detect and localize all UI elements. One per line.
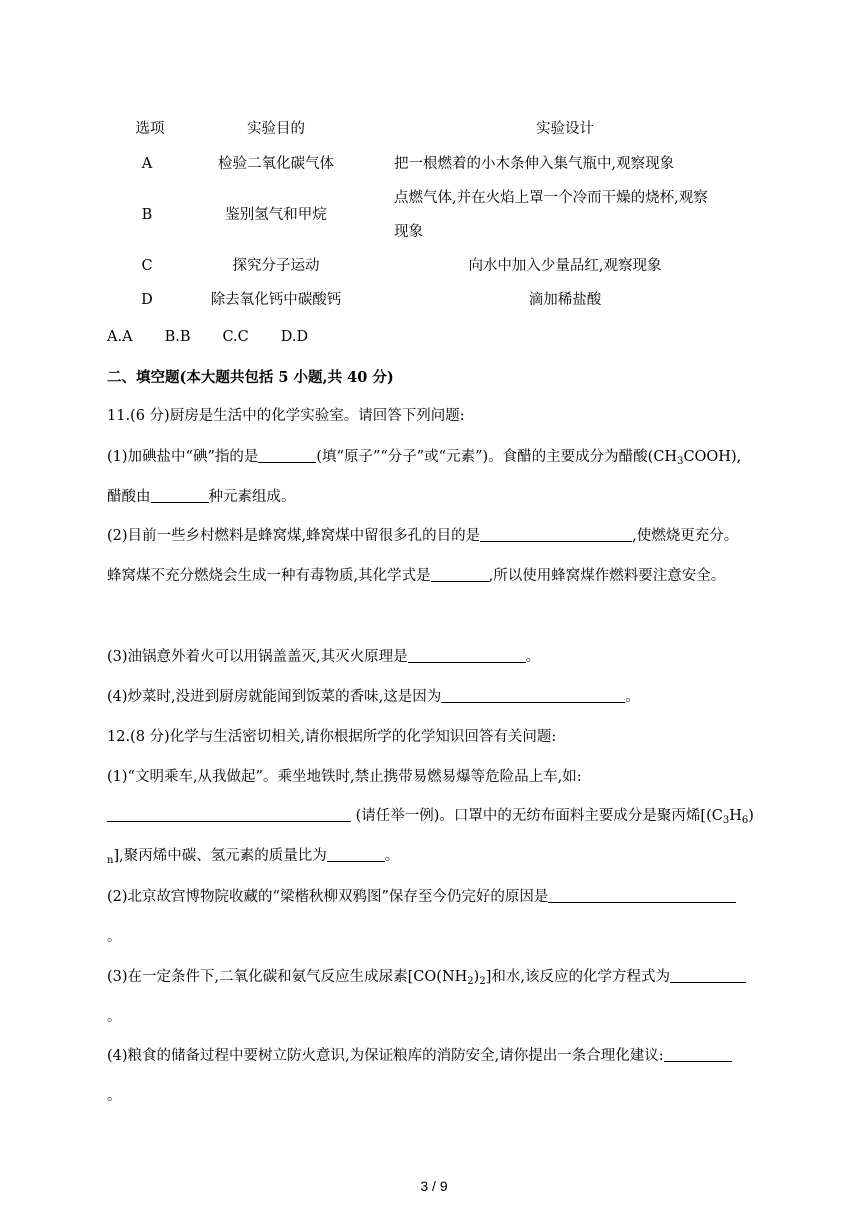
- choice-d: D.D: [280, 329, 309, 345]
- table-row-c-design: 向水中加入少量品红,观察现象: [468, 258, 662, 274]
- answer-blank[interactable]: [664, 1046, 732, 1062]
- answer-blank[interactable]: [548, 887, 736, 903]
- q11-part4: (4)炒菜时,没进到厨房就能闻到饭菜的香味,这是因为 。: [107, 689, 640, 705]
- page-number: 3 / 9: [420, 1178, 448, 1194]
- q12-part3-line1: (3)在一定条件下,二氧化碳和氨气反应生成尿素$[CO(NH_2)_2]$和水,该反应的化学方程式为: [107, 967, 746, 987]
- answer-blank[interactable]: [107, 806, 351, 822]
- table-row-a-design: 把一根燃着的小木条伸入集气瓶中,观察现象: [394, 156, 675, 172]
- answer-blank[interactable]: [441, 687, 625, 703]
- table-row-c-purpose: 探究分子运动: [232, 258, 320, 274]
- q11-stem: 11.(6 分)厨房是生活中的化学实验室。请回答下列问题:: [107, 408, 465, 424]
- choice-b: B.B: [164, 329, 191, 345]
- answer-blank[interactable]: [151, 487, 209, 503]
- q12-part3-line2: 。: [107, 1009, 122, 1025]
- table-header-option: 选项: [135, 121, 165, 137]
- table-header-purpose: 实验目的: [247, 121, 305, 137]
- q12-stem: 12.(8 分)化学与生活密切相关,请你根据所学的化学知识回答有关问题:: [107, 729, 557, 745]
- q12-part1-line2: (请任举一例)。口罩中的无纺布面料主要成分是聚丙烯[$(C_3H_6)$: [107, 806, 754, 826]
- q11-part2-line2: 蜂窝煤不充分燃烧会生成一种有毒物质,其化学式是 ,所以使用蜂窝煤作燃料要注意安全。: [107, 568, 726, 584]
- table-row-d-purpose: 除去氧化钙中碳酸钙: [210, 292, 342, 308]
- q11-part3: (3)油锅意外着火可以用锅盖盖灭,其灭火原理是 。: [107, 649, 541, 665]
- table-row-a-option: A: [141, 156, 153, 172]
- table-row-b-design-line1: 点燃气体,并在火焰上罩一个冷而干燥的烧杯,观察: [394, 190, 708, 206]
- q12-part2-line1: (2)北京故宫博物院收藏的“梁楷秋柳双鸦图”保存至今仍完好的原因是: [107, 887, 736, 907]
- q11-part1-line2: 醋酸由 种元素组成。: [107, 489, 296, 505]
- answer-blank[interactable]: [327, 846, 385, 862]
- answer-blank[interactable]: [670, 967, 746, 983]
- q12-part4-line1: (4)粮食的储备过程中要树立防火意识,为保证粮库的消防安全,请你提出一条合理化建议:: [107, 1046, 732, 1066]
- answer-blank[interactable]: [408, 647, 526, 663]
- answer-choices: [107, 327, 308, 347]
- q11-part1-line1: (1)加碘盐中“碘”指的是 (填“原子”“分子”或“元素”)。食醋的主要成分为醋酸$(CH_3COOH)$,: [107, 449, 742, 467]
- table-row-d-design: 滴加稀盐酸: [528, 292, 602, 308]
- table-row-b-option: B: [141, 207, 153, 223]
- q12-part4-line2: 。: [107, 1088, 122, 1104]
- table-row-b-purpose: 鉴别氢气和甲烷: [225, 207, 327, 223]
- answer-blank[interactable]: [480, 526, 632, 542]
- table-row-d-option: D: [141, 292, 153, 308]
- answer-blank[interactable]: [258, 447, 316, 463]
- q12-part2-line2: 。: [107, 929, 122, 945]
- table-row-c-option: C: [141, 258, 153, 274]
- table-row-b-design-line2: 现象: [394, 224, 423, 240]
- choice-c: C.C: [222, 329, 249, 345]
- choice-a: A.A: [107, 329, 133, 345]
- q12-part1-line3: $_n$],聚丙烯中碳、氢元素的质量比为 。: [107, 848, 400, 866]
- table-header-design: 实验设计: [536, 121, 594, 137]
- answer-blank[interactable]: [431, 566, 489, 582]
- table-row-a-purpose: 检验二氧化碳气体: [218, 156, 334, 172]
- section-title: 二、填空题(本大题共包括 5 小题,共 40 分): [107, 369, 394, 386]
- q11-part2-line1: (2)目前一些乡村燃料是蜂窝煤,蜂窝煤中留很多孔的目的是 ,使燃烧更充分。: [107, 528, 739, 544]
- q12-part1-line1: (1)“文明乘车,从我做起”。乘坐地铁时,禁止携带易燃易爆等危险品上车,如:: [107, 769, 582, 785]
